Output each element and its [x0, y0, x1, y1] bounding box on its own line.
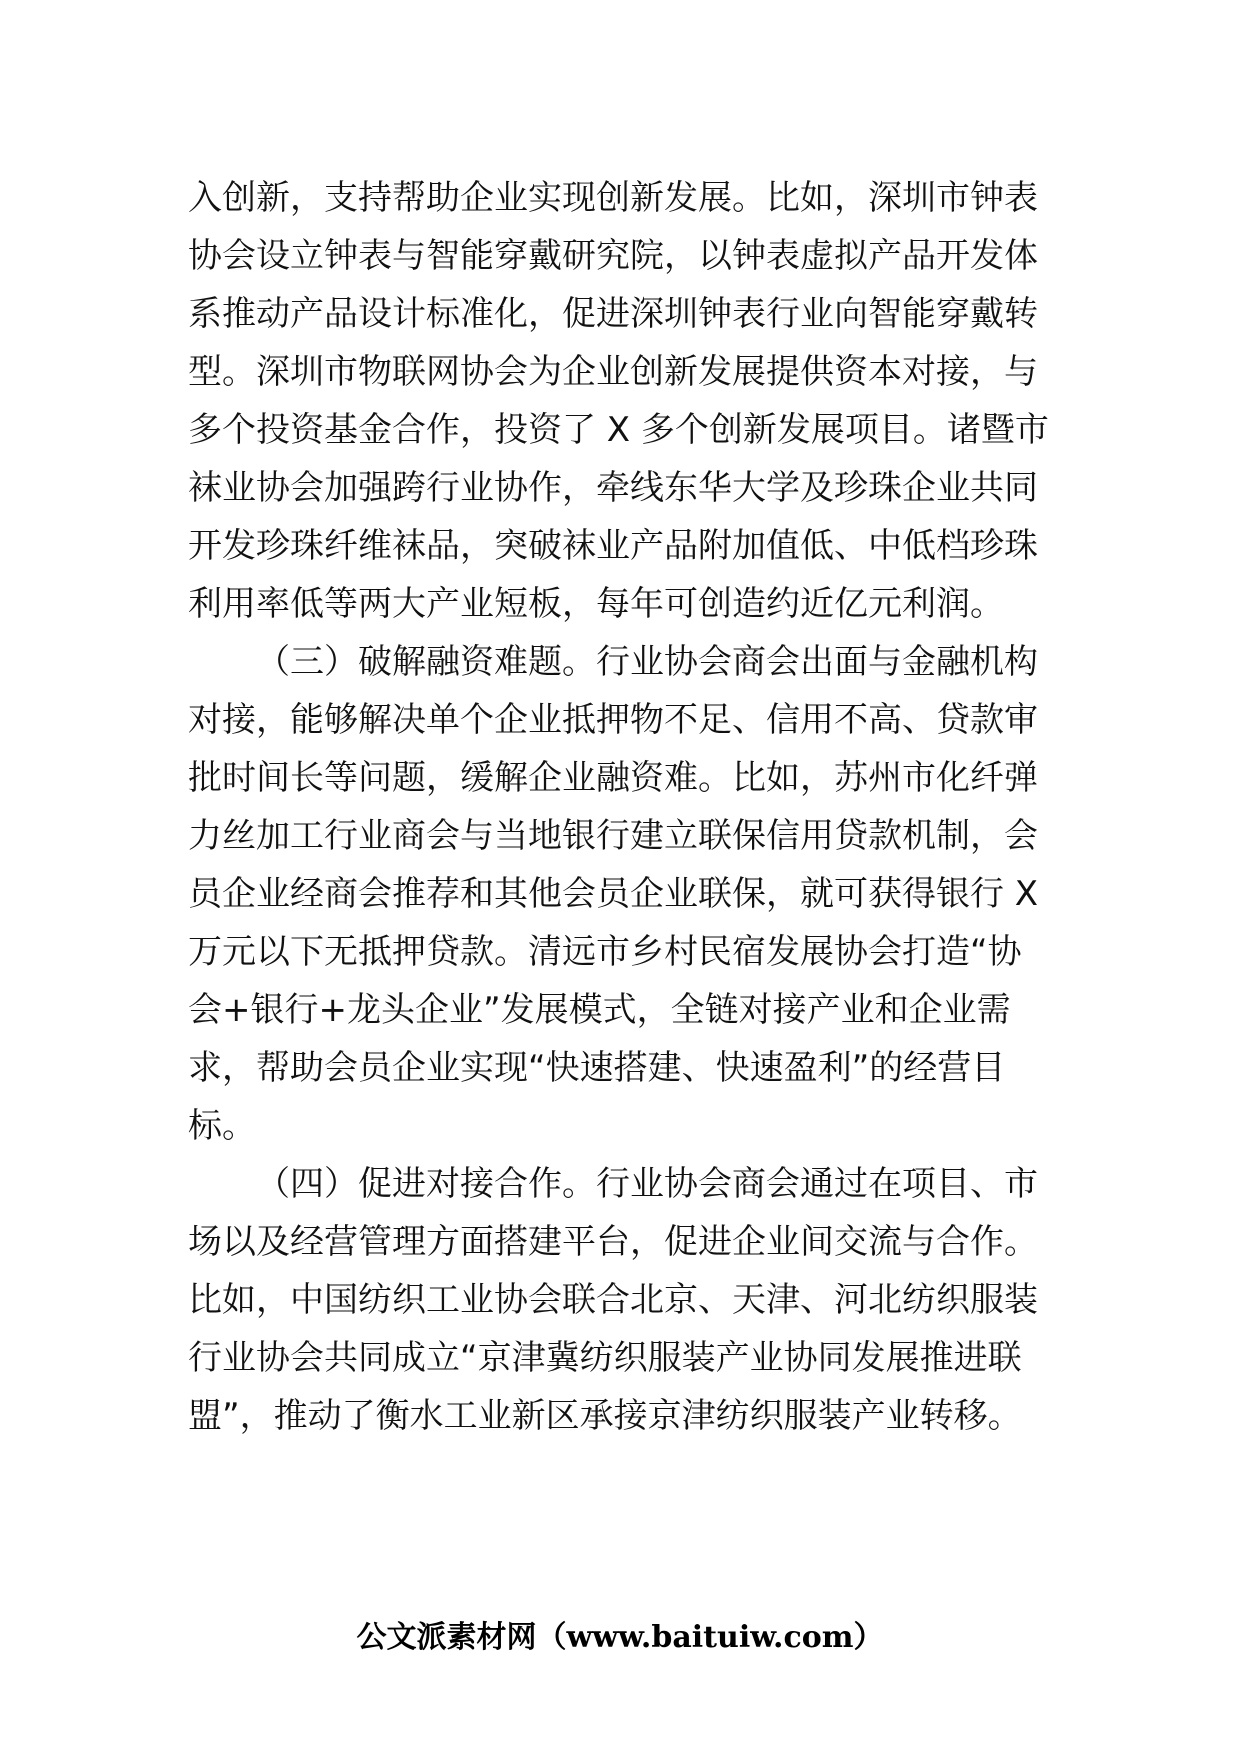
body-text-line: 盟”，推动了衡水工业新区承接京津纺织服装产业转移。: [188, 1396, 1022, 1436]
body-text-line: 力丝加工行业商会与当地银行建立联保信用贷款机制，会: [188, 816, 1038, 856]
body-text-line: 型。深圳市物联网协会为企业创新发展提供资本对接，与: [188, 352, 1038, 392]
body-text-line: 系推动产品设计标准化，促进深圳钟表行业向智能穿戴转: [188, 294, 1038, 334]
body-text-line: 利用率低等两大产业短板，每年可创造约近亿元利润。: [188, 584, 1004, 624]
footer-watermark: 公文派素材网（www.baituiw.com）: [356, 1620, 884, 1655]
body-text-line: 万元以下无抵押贷款。清远市乡村民宿发展协会打造“协: [188, 932, 1022, 972]
body-text-line: 比如，中国纺织工业协会联合北京、天津、河北纺织服装: [188, 1280, 1038, 1320]
section-heading-line: （三）破解融资难题。行业协会商会出面与金融机构: [256, 642, 1038, 682]
body-text-line: 多个投资基金合作，投资了 X 多个创新发展项目。诸暨市: [188, 410, 1049, 450]
body-text-line: 批时间长等问题，缓解企业融资难。比如，苏州市化纤弹: [188, 758, 1038, 798]
body-text-line: 标。: [188, 1106, 256, 1146]
body-text-line: 入创新，支持帮助企业实现创新发展。比如，深圳市钟表: [188, 178, 1038, 218]
section-heading-line: （四）促进对接合作。行业协会商会通过在项目、市: [256, 1164, 1038, 1204]
body-text-line: 会+银行+龙头企业”发展模式，全链对接产业和企业需: [188, 990, 1011, 1030]
body-text-line: 求，帮助会员企业实现“快速搭建、快速盈利”的经营目: [188, 1048, 1006, 1088]
body-text-line: 行业协会共同成立“京津冀纺织服装产业协同发展推进联: [188, 1338, 1022, 1378]
body-text-line: 场以及经营管理方面搭建平台，促进企业间交流与合作。: [188, 1222, 1038, 1262]
body-text-line: 员企业经商会推荐和其他会员企业联保，就可获得银行 X: [188, 874, 1039, 914]
body-text-line: 开发珍珠纤维袜品，突破袜业产品附加值低、中低档珍珠: [188, 526, 1038, 566]
body-text-line: 协会设立钟表与智能穿戴研究院，以钟表虚拟产品开发体: [188, 236, 1038, 276]
body-text-line: 对接，能够解决单个企业抵押物不足、信用不高、贷款审: [188, 700, 1038, 740]
body-text-line: 袜业协会加强跨行业协作，牵线东华大学及珍珠企业共同: [188, 468, 1038, 508]
